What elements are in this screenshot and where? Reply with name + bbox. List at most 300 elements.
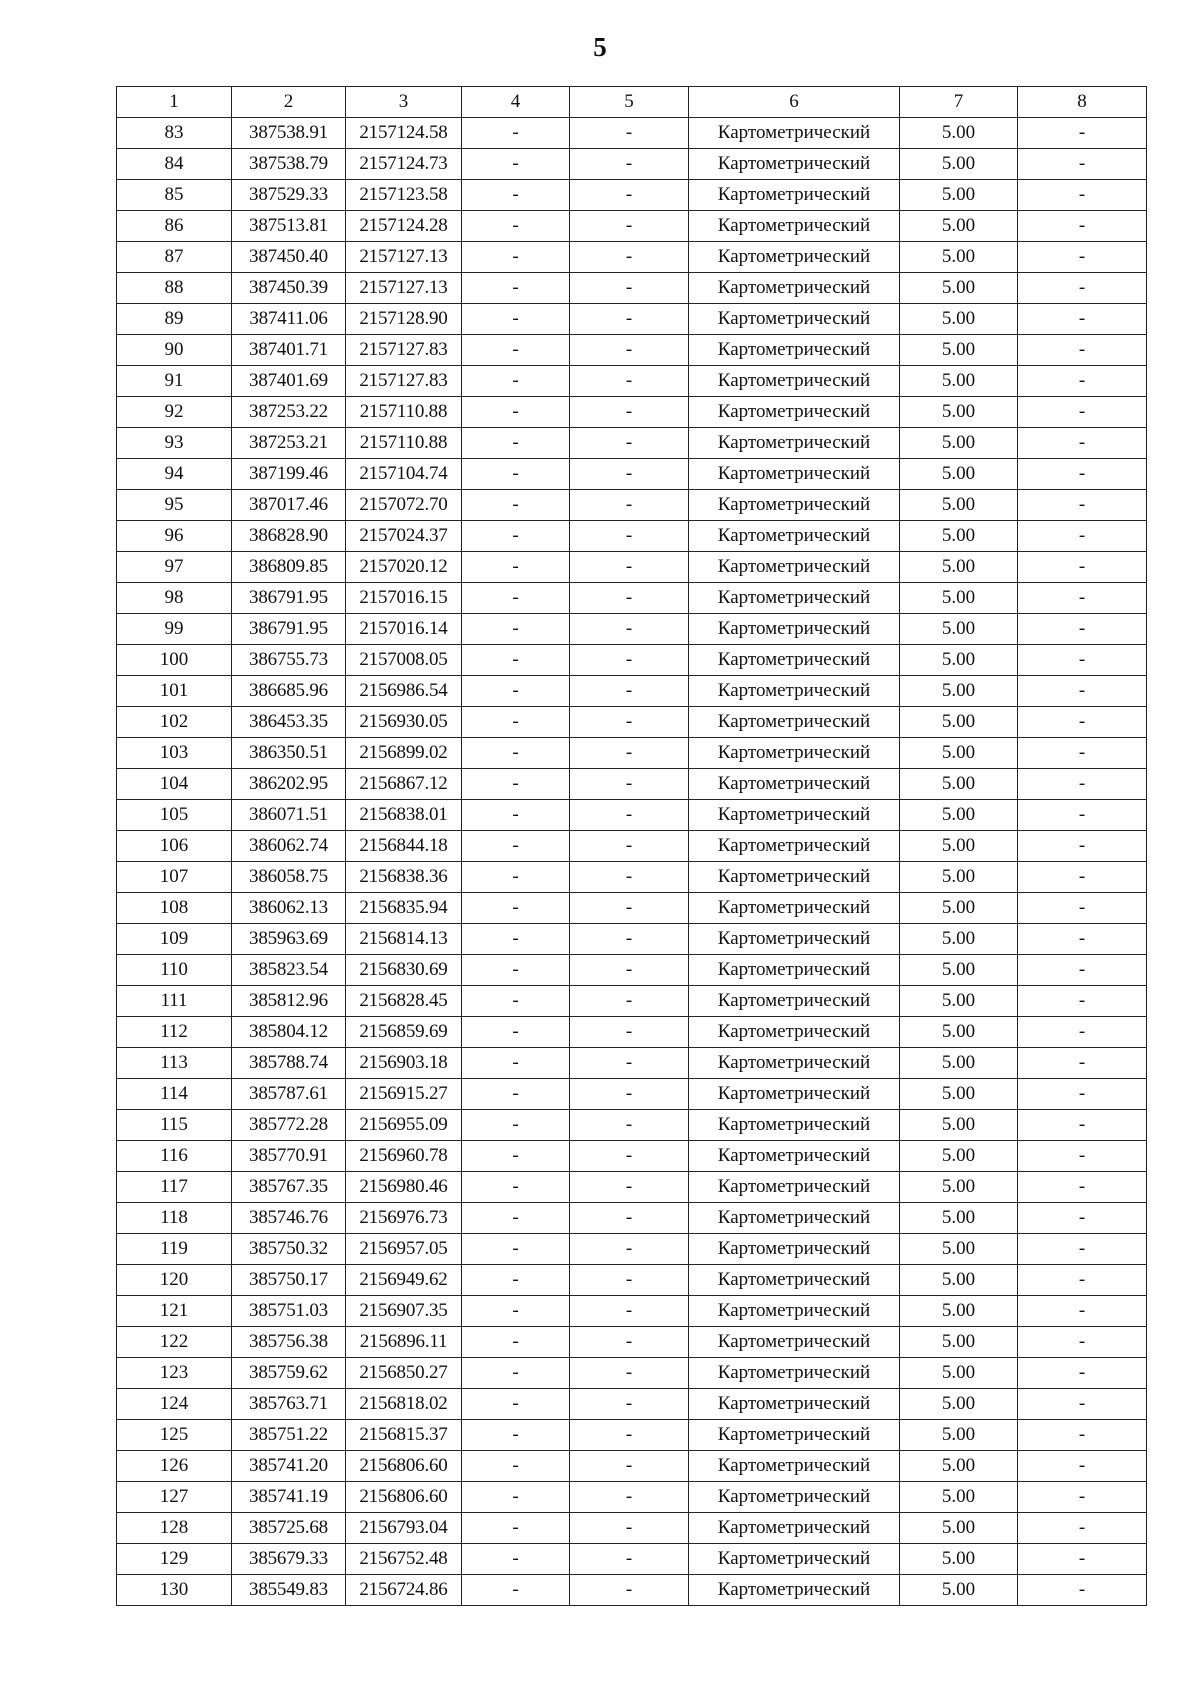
table-cell-col-3: 2156793.04 (346, 1513, 462, 1544)
table-cell-col-7: 5.00 (900, 1451, 1018, 1482)
table-cell-col-4: - (462, 645, 570, 676)
table-cell-col-4: - (462, 490, 570, 521)
table-cell-col-7: 5.00 (900, 1358, 1018, 1389)
table-cell-col-8: - (1018, 149, 1147, 180)
table-cell-col-7: 5.00 (900, 1575, 1018, 1606)
table-cell-col-7: 5.00 (900, 552, 1018, 583)
table-cell-col-4: - (462, 1544, 570, 1575)
table-cell-col-1: 84 (117, 149, 232, 180)
table-cell-col-8: - (1018, 552, 1147, 583)
table-cell-col-8: - (1018, 955, 1147, 986)
table-cell-col-6: Картометрический (689, 1017, 900, 1048)
table-cell-col-6: Картометрический (689, 521, 900, 552)
table-cell-col-2: 385751.03 (232, 1296, 346, 1327)
table-cell-col-3: 2157123.58 (346, 180, 462, 211)
table-cell-col-4: - (462, 707, 570, 738)
table-cell-col-8: - (1018, 1017, 1147, 1048)
table-cell-col-5: - (570, 211, 689, 242)
table-cell-col-8: - (1018, 397, 1147, 428)
table-cell-col-8: - (1018, 1234, 1147, 1265)
table-cell-col-6: Картометрический (689, 831, 900, 862)
table-cell-col-4: - (462, 118, 570, 149)
table-cell-col-2: 386685.96 (232, 676, 346, 707)
table-cell-col-7: 5.00 (900, 831, 1018, 862)
table-cell-col-8: - (1018, 1296, 1147, 1327)
table-row (117, 1234, 1147, 1265)
table-cell-col-6: Картометрический (689, 1141, 900, 1172)
table-cell-col-1: 122 (117, 1327, 232, 1358)
table-row (117, 1575, 1147, 1606)
table-cell-col-5: - (570, 1420, 689, 1451)
table-cell-col-1: 126 (117, 1451, 232, 1482)
table-cell-col-2: 386350.51 (232, 738, 346, 769)
column-header-7: 7 (900, 87, 1018, 118)
table-row (117, 1296, 1147, 1327)
table-row (117, 1451, 1147, 1482)
table-cell-col-7: 5.00 (900, 1327, 1018, 1358)
table-cell-col-3: 2156844.18 (346, 831, 462, 862)
table-cell-col-6: Картометрический (689, 862, 900, 893)
table-cell-col-6: Картометрический (689, 1575, 900, 1606)
table-cell-col-8: - (1018, 614, 1147, 645)
column-header-8: 8 (1018, 87, 1147, 118)
table-cell-col-7: 5.00 (900, 180, 1018, 211)
table-cell-col-2: 386202.95 (232, 769, 346, 800)
table-cell-col-3: 2156835.94 (346, 893, 462, 924)
table-row (117, 1327, 1147, 1358)
table-cell-col-2: 385804.12 (232, 1017, 346, 1048)
column-header-5: 5 (570, 87, 689, 118)
table-row (117, 645, 1147, 676)
table-cell-col-8: - (1018, 335, 1147, 366)
table-cell-col-8: - (1018, 521, 1147, 552)
table-cell-col-6: Картометрический (689, 769, 900, 800)
table-cell-col-5: - (570, 1451, 689, 1482)
table-cell-col-1: 93 (117, 428, 232, 459)
table-cell-col-7: 5.00 (900, 1389, 1018, 1420)
table-cell-col-3: 2157124.58 (346, 118, 462, 149)
table-row (117, 459, 1147, 490)
table-cell-col-4: - (462, 1420, 570, 1451)
table-cell-col-1: 102 (117, 707, 232, 738)
coordinates-table (116, 86, 1147, 1606)
table-cell-col-6: Картометрический (689, 707, 900, 738)
table-cell-col-3: 2157124.28 (346, 211, 462, 242)
table-row (117, 676, 1147, 707)
table-cell-col-4: - (462, 397, 570, 428)
table-cell-col-6: Картометрический (689, 583, 900, 614)
table-cell-col-2: 387253.22 (232, 397, 346, 428)
table-row (117, 1420, 1147, 1451)
table-cell-col-5: - (570, 1513, 689, 1544)
table-cell-col-2: 386071.51 (232, 800, 346, 831)
table-cell-col-3: 2156815.37 (346, 1420, 462, 1451)
table-cell-col-2: 385746.76 (232, 1203, 346, 1234)
table-cell-col-7: 5.00 (900, 1513, 1018, 1544)
table-cell-col-5: - (570, 769, 689, 800)
table-cell-col-5: - (570, 118, 689, 149)
table-cell-col-1: 130 (117, 1575, 232, 1606)
table-cell-col-4: - (462, 1451, 570, 1482)
table-row (117, 1203, 1147, 1234)
table-cell-col-6: Картометрический (689, 1079, 900, 1110)
table-cell-col-7: 5.00 (900, 211, 1018, 242)
table-cell-col-8: - (1018, 118, 1147, 149)
table-row (117, 304, 1147, 335)
table-row (117, 211, 1147, 242)
table-cell-col-8: - (1018, 1420, 1147, 1451)
table-cell-col-5: - (570, 1048, 689, 1079)
table-cell-col-2: 387401.69 (232, 366, 346, 397)
table-cell-col-4: - (462, 1389, 570, 1420)
table-cell-col-3: 2157020.12 (346, 552, 462, 583)
table-row (117, 552, 1147, 583)
table-cell-col-1: 87 (117, 242, 232, 273)
table-cell-col-2: 386791.95 (232, 614, 346, 645)
table-cell-col-8: - (1018, 769, 1147, 800)
table-cell-col-8: - (1018, 1451, 1147, 1482)
table-cell-col-6: Картометрический (689, 552, 900, 583)
table-cell-col-8: - (1018, 1203, 1147, 1234)
table-cell-col-3: 2156907.35 (346, 1296, 462, 1327)
table-cell-col-7: 5.00 (900, 862, 1018, 893)
table-cell-col-6: Картометрический (689, 1513, 900, 1544)
table-cell-col-4: - (462, 335, 570, 366)
table-cell-col-2: 386755.73 (232, 645, 346, 676)
table-cell-col-6: Картометрический (689, 1203, 900, 1234)
table-cell-col-7: 5.00 (900, 428, 1018, 459)
table-cell-col-4: - (462, 676, 570, 707)
table-cell-col-1: 100 (117, 645, 232, 676)
table-cell-col-4: - (462, 1513, 570, 1544)
table-cell-col-2: 387513.81 (232, 211, 346, 242)
table-cell-col-2: 387253.21 (232, 428, 346, 459)
table-cell-col-2: 385549.83 (232, 1575, 346, 1606)
table-cell-col-7: 5.00 (900, 924, 1018, 955)
table-cell-col-4: - (462, 614, 570, 645)
table-cell-col-6: Картометрический (689, 1482, 900, 1513)
table-cell-col-5: - (570, 1141, 689, 1172)
table-cell-col-1: 103 (117, 738, 232, 769)
table-row (117, 924, 1147, 955)
table-cell-col-6: Картометрический (689, 924, 900, 955)
table-cell-col-8: - (1018, 738, 1147, 769)
table-cell-col-8: - (1018, 273, 1147, 304)
table-cell-col-6: Картометрический (689, 397, 900, 428)
table-row (117, 893, 1147, 924)
table-cell-col-1: 108 (117, 893, 232, 924)
table-cell-col-5: - (570, 1389, 689, 1420)
table-cell-col-4: - (462, 955, 570, 986)
table-cell-col-1: 116 (117, 1141, 232, 1172)
page-number: 5 (593, 32, 607, 62)
table-cell-col-3: 2156838.36 (346, 862, 462, 893)
table-cell-col-1: 98 (117, 583, 232, 614)
table-cell-col-2: 385756.38 (232, 1327, 346, 1358)
table-cell-col-7: 5.00 (900, 1420, 1018, 1451)
table-cell-col-7: 5.00 (900, 1203, 1018, 1234)
table-cell-col-6: Картометрический (689, 1389, 900, 1420)
table-cell-col-8: - (1018, 1079, 1147, 1110)
table-cell-col-4: - (462, 862, 570, 893)
table-row (117, 1172, 1147, 1203)
table-cell-col-6: Картометрический (689, 676, 900, 707)
table-cell-col-7: 5.00 (900, 1234, 1018, 1265)
table-cell-col-8: - (1018, 490, 1147, 521)
table-cell-col-4: - (462, 1358, 570, 1389)
table-cell-col-7: 5.00 (900, 1544, 1018, 1575)
table-cell-col-1: 99 (117, 614, 232, 645)
table-row (117, 242, 1147, 273)
table-cell-col-6: Картометрический (689, 273, 900, 304)
table-cell-col-3: 2156986.54 (346, 676, 462, 707)
table-cell-col-5: - (570, 1327, 689, 1358)
table-cell-col-4: - (462, 1575, 570, 1606)
table-cell-col-7: 5.00 (900, 397, 1018, 428)
table-cell-col-6: Картометрический (689, 180, 900, 211)
table-cell-col-3: 2156980.46 (346, 1172, 462, 1203)
table-cell-col-7: 5.00 (900, 1017, 1018, 1048)
table-cell-col-2: 385750.17 (232, 1265, 346, 1296)
table-cell-col-1: 86 (117, 211, 232, 242)
table-cell-col-2: 387411.06 (232, 304, 346, 335)
table-cell-col-3: 2156828.45 (346, 986, 462, 1017)
table-cell-col-1: 83 (117, 118, 232, 149)
table-cell-col-8: - (1018, 800, 1147, 831)
table-cell-col-7: 5.00 (900, 521, 1018, 552)
table-cell-col-3: 2157008.05 (346, 645, 462, 676)
table-row (117, 490, 1147, 521)
table-cell-col-1: 94 (117, 459, 232, 490)
table-cell-col-6: Картометрический (689, 335, 900, 366)
table-cell-col-2: 387450.39 (232, 273, 346, 304)
table-cell-col-2: 385751.22 (232, 1420, 346, 1451)
table-cell-col-2: 385823.54 (232, 955, 346, 986)
table-cell-col-2: 385741.20 (232, 1451, 346, 1482)
table-cell-col-8: - (1018, 366, 1147, 397)
table-cell-col-5: - (570, 924, 689, 955)
table-cell-col-7: 5.00 (900, 707, 1018, 738)
table-cell-col-8: - (1018, 1482, 1147, 1513)
table-cell-col-1: 117 (117, 1172, 232, 1203)
table-cell-col-8: - (1018, 831, 1147, 862)
table-cell-col-7: 5.00 (900, 149, 1018, 180)
table-cell-col-6: Картометрический (689, 304, 900, 335)
table-cell-col-2: 385788.74 (232, 1048, 346, 1079)
table-cell-col-8: - (1018, 1172, 1147, 1203)
table-cell-col-5: - (570, 1234, 689, 1265)
table-cell-col-5: - (570, 738, 689, 769)
table-cell-col-1: 91 (117, 366, 232, 397)
table-cell-col-5: - (570, 273, 689, 304)
table-cell-col-4: - (462, 1079, 570, 1110)
table-cell-col-5: - (570, 614, 689, 645)
table-cell-col-2: 386058.75 (232, 862, 346, 893)
table-cell-col-5: - (570, 1110, 689, 1141)
table-cell-col-6: Картометрический (689, 118, 900, 149)
table-cell-col-6: Картометрический (689, 1048, 900, 1079)
table-row (117, 614, 1147, 645)
table-cell-col-7: 5.00 (900, 273, 1018, 304)
table-cell-col-7: 5.00 (900, 893, 1018, 924)
column-header-6: 6 (689, 87, 900, 118)
table-cell-col-2: 385679.33 (232, 1544, 346, 1575)
table-cell-col-5: - (570, 986, 689, 1017)
table-cell-col-1: 114 (117, 1079, 232, 1110)
table-row (117, 397, 1147, 428)
table-cell-col-4: - (462, 459, 570, 490)
table-cell-col-4: - (462, 180, 570, 211)
table-cell-col-5: - (570, 645, 689, 676)
table-cell-col-3: 2157072.70 (346, 490, 462, 521)
table-cell-col-5: - (570, 335, 689, 366)
table-cell-col-6: Картометрический (689, 1358, 900, 1389)
table-cell-col-7: 5.00 (900, 769, 1018, 800)
table-cell-col-4: - (462, 1141, 570, 1172)
table-cell-col-1: 127 (117, 1482, 232, 1513)
table-cell-col-1: 101 (117, 676, 232, 707)
table-cell-col-5: - (570, 552, 689, 583)
table-cell-col-7: 5.00 (900, 459, 1018, 490)
table-cell-col-3: 2156957.05 (346, 1234, 462, 1265)
table-cell-col-4: - (462, 1017, 570, 1048)
table-cell-col-3: 2156899.02 (346, 738, 462, 769)
table-cell-col-1: 120 (117, 1265, 232, 1296)
table-row (117, 1048, 1147, 1079)
table-cell-col-3: 2156850.27 (346, 1358, 462, 1389)
table-cell-col-3: 2156867.12 (346, 769, 462, 800)
table-cell-col-2: 385812.96 (232, 986, 346, 1017)
table-cell-col-1: 121 (117, 1296, 232, 1327)
table-cell-col-8: - (1018, 1513, 1147, 1544)
table-cell-col-3: 2156955.09 (346, 1110, 462, 1141)
table-row (117, 180, 1147, 211)
table-cell-col-1: 129 (117, 1544, 232, 1575)
table-cell-col-7: 5.00 (900, 242, 1018, 273)
table-cell-col-6: Картометрический (689, 1296, 900, 1327)
table-cell-col-8: - (1018, 1575, 1147, 1606)
table-cell-col-1: 128 (117, 1513, 232, 1544)
table-cell-col-6: Картометрический (689, 490, 900, 521)
table-cell-col-2: 385725.68 (232, 1513, 346, 1544)
table-cell-col-2: 385750.32 (232, 1234, 346, 1265)
table-cell-col-5: - (570, 521, 689, 552)
table-cell-col-8: - (1018, 676, 1147, 707)
table-cell-col-4: - (462, 552, 570, 583)
table-cell-col-7: 5.00 (900, 645, 1018, 676)
table-cell-col-7: 5.00 (900, 1482, 1018, 1513)
table-cell-col-5: - (570, 831, 689, 862)
table-cell-col-2: 387450.40 (232, 242, 346, 273)
table-cell-col-5: - (570, 1017, 689, 1048)
table-cell-col-2: 386791.95 (232, 583, 346, 614)
table-cell-col-5: - (570, 1575, 689, 1606)
table-cell-col-8: - (1018, 242, 1147, 273)
table-cell-col-8: - (1018, 1544, 1147, 1575)
table-cell-col-4: - (462, 831, 570, 862)
table-cell-col-5: - (570, 149, 689, 180)
table-cell-col-1: 125 (117, 1420, 232, 1451)
table-cell-col-1: 109 (117, 924, 232, 955)
table-cell-col-2: 386828.90 (232, 521, 346, 552)
table-cell-col-7: 5.00 (900, 1079, 1018, 1110)
table-cell-col-1: 105 (117, 800, 232, 831)
table-cell-col-4: - (462, 1327, 570, 1358)
table-cell-col-7: 5.00 (900, 738, 1018, 769)
table-cell-col-3: 2156896.11 (346, 1327, 462, 1358)
table-cell-col-3: 2156752.48 (346, 1544, 462, 1575)
table-cell-col-4: - (462, 149, 570, 180)
table-cell-col-8: - (1018, 1141, 1147, 1172)
table-row (117, 1358, 1147, 1389)
table-row (117, 149, 1147, 180)
table-cell-col-1: 104 (117, 769, 232, 800)
table-cell-col-1: 110 (117, 955, 232, 986)
table-cell-col-3: 2157127.83 (346, 366, 462, 397)
table-cell-col-8: - (1018, 1327, 1147, 1358)
table-cell-col-1: 85 (117, 180, 232, 211)
table-cell-col-6: Картометрический (689, 242, 900, 273)
table-cell-col-8: - (1018, 428, 1147, 459)
table-cell-col-2: 385770.91 (232, 1141, 346, 1172)
table-cell-col-3: 2156724.86 (346, 1575, 462, 1606)
column-header-4: 4 (462, 87, 570, 118)
table-cell-col-5: - (570, 366, 689, 397)
table-cell-col-3: 2156859.69 (346, 1017, 462, 1048)
table-cell-col-7: 5.00 (900, 955, 1018, 986)
table-cell-col-7: 5.00 (900, 676, 1018, 707)
table-cell-col-2: 386062.74 (232, 831, 346, 862)
table-row (117, 1017, 1147, 1048)
table-cell-col-2: 385763.71 (232, 1389, 346, 1420)
table-cell-col-2: 387538.79 (232, 149, 346, 180)
table-cell-col-4: - (462, 211, 570, 242)
table-cell-col-1: 115 (117, 1110, 232, 1141)
table-cell-col-6: Картометрический (689, 1420, 900, 1451)
table-cell-col-2: 386809.85 (232, 552, 346, 583)
table-cell-col-5: - (570, 1296, 689, 1327)
table-header (117, 87, 1147, 118)
column-header-3: 3 (346, 87, 462, 118)
table-cell-col-4: - (462, 769, 570, 800)
table-cell-col-1: 119 (117, 1234, 232, 1265)
table-cell-col-7: 5.00 (900, 335, 1018, 366)
table-cell-col-7: 5.00 (900, 1048, 1018, 1079)
table-cell-col-3: 2157127.13 (346, 242, 462, 273)
table-cell-col-2: 386062.13 (232, 893, 346, 924)
table-cell-col-8: - (1018, 707, 1147, 738)
table-cell-col-4: - (462, 1234, 570, 1265)
table-row (117, 1141, 1147, 1172)
table-cell-col-3: 2156806.60 (346, 1451, 462, 1482)
table-cell-col-6: Картометрический (689, 955, 900, 986)
table-cell-col-6: Картометрический (689, 1110, 900, 1141)
table-cell-col-4: - (462, 242, 570, 273)
table-cell-col-7: 5.00 (900, 304, 1018, 335)
table-cell-col-8: - (1018, 304, 1147, 335)
table-cell-col-5: - (570, 1172, 689, 1203)
table-row (117, 955, 1147, 986)
table-cell-col-1: 90 (117, 335, 232, 366)
table-cell-col-6: Картометрический (689, 1234, 900, 1265)
table-row (117, 366, 1147, 397)
table-cell-col-1: 112 (117, 1017, 232, 1048)
table-row (117, 521, 1147, 552)
table-cell-col-6: Картометрический (689, 1172, 900, 1203)
table-cell-col-1: 92 (117, 397, 232, 428)
table-cell-col-7: 5.00 (900, 614, 1018, 645)
table-cell-col-1: 118 (117, 1203, 232, 1234)
